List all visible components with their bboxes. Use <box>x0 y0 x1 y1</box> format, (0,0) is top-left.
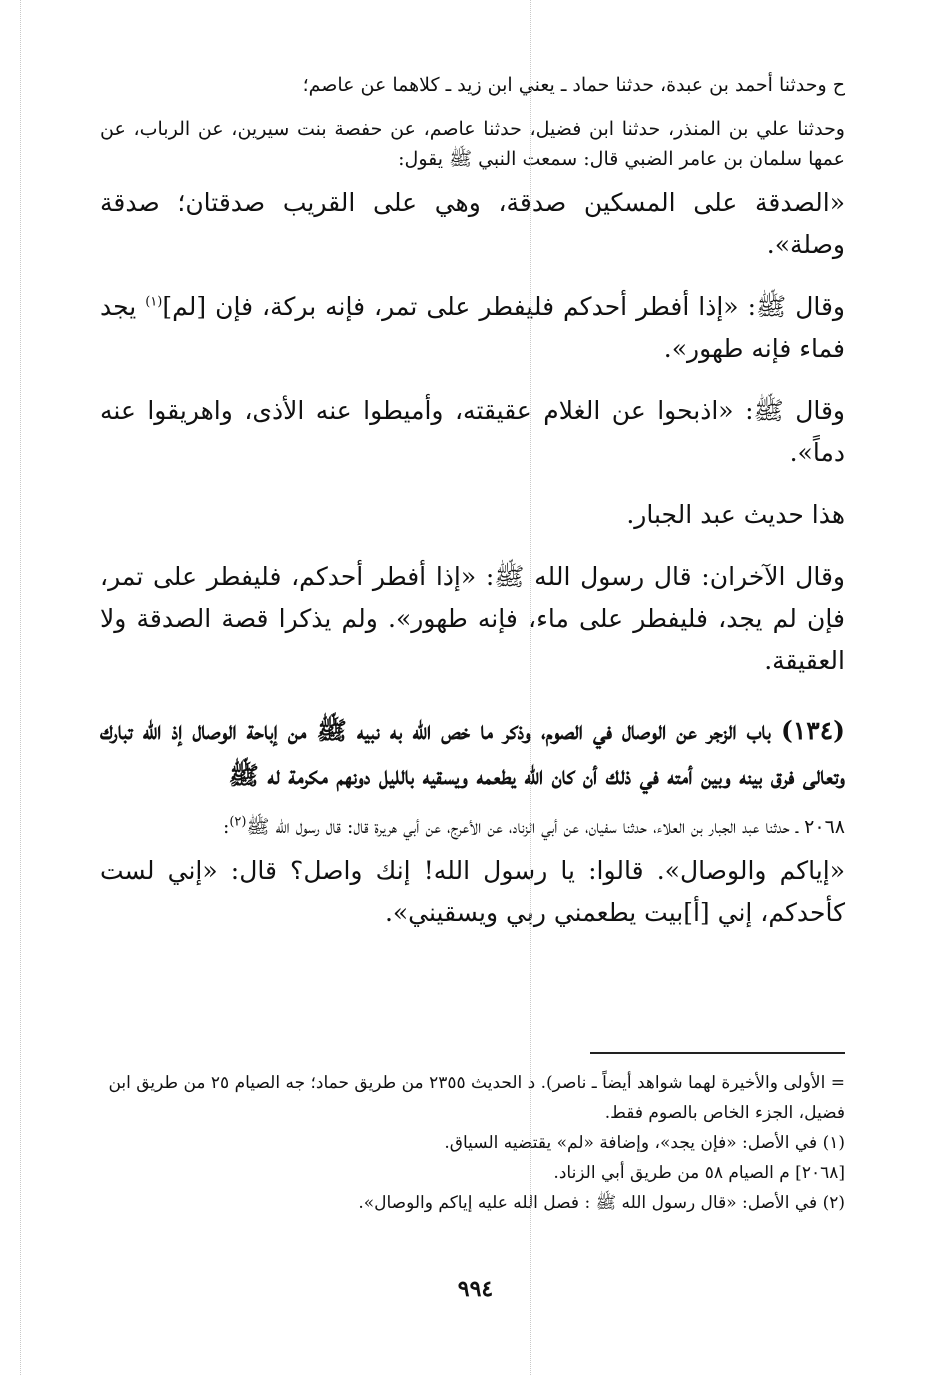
hadith-iftar <box>100 286 845 370</box>
footnote-2: (٢) في الأصل: «قال رسول الله ﷺ : فصل الله عليه إياكم والوصال». <box>358 1193 845 1213</box>
isnad-line-2: وحدثنا علي بن المنذر، حدثنا ابن فضيل، حدثنا عاصم، عن حفصة بنت سيرين، عن الرباب، عن عمها سلمان بن عامر الضبي قال: سمعت النبي ﷺ يقول: <box>100 118 845 170</box>
footnote-1: (١) في الأصل: «فإن يجد»، وإضافة «لم» يقتضيه السياق. <box>444 1133 845 1153</box>
footnote-divider <box>590 1052 845 1054</box>
main-text <box>100 70 845 934</box>
hadith-2068-isnad-end: : <box>222 816 230 838</box>
chapter-heading: (١٣٤) باب الزجر عن الوصال في الصوم، وذكر ما خص الله به نبيه ﷺ من إباحة الوصال إذ الله تبارك وتعالى فرق بينه وبين أمته في ذلك أن كان الله يطعمه ويسقيه بالليل دونهم مكرمة له ﷺ <box>100 716 845 790</box>
hadith-2068-text: «إياكم والوصال». قالوا: يا رسول الله! إنك واصل؟ قال: «إني لست كأحدكم، إني [أ]بيت يطعمني ربي ويسقيني». <box>100 856 845 927</box>
hadith-2068-isnad-text: ٢٠٦٨ ـ حدثنا عبد الجبار بن العلاء، حدثنا سفيان، عن أبي الزناد، عن الأعرج، عن أبي هريرة قال: قال رسول الله ﷺ <box>246 816 845 838</box>
hadith-iftar-text-end: يجد فماء فإنه طهور». <box>100 292 845 363</box>
hadith-aqiqa: وقال ﷺ: «اذبحوا عن الغلام عقيقته، وأميطوا عنه الأذى، واهريقوا عنه دماً». <box>100 396 845 467</box>
footnote-2068-ref: [٢٠٦٨] م الصيام ٥٨ من طريق أبي الزناد. <box>553 1163 845 1183</box>
footnotes <box>100 1068 845 1218</box>
page-number: ٩٩٤ <box>457 1276 494 1302</box>
footnote-marker-2: (٢) <box>229 814 247 830</box>
footnote-marker-1: (١) <box>145 294 163 310</box>
hadith-2068-isnad <box>100 812 845 842</box>
footnote-continuation: = الأولى والأخيرة لهما شواهد أيضاً ـ ناصر). د الحديث ٢٣٥٥ من طريق حماد؛ جه الصيام ٢٥ من طريق ابن فضيل، الجزء الخاص بالصوم فقط. <box>108 1073 845 1123</box>
note-others: وقال الآخران: قال رسول الله ﷺ: «إذا أفطر أحدكم، فليفطر على تمر، فإن لم يجد، فليفطر على ماء، فإنه طهور». ولم يذكرا قصة الصدقة ولا العقيقة. <box>100 562 845 675</box>
hadith-iftar-text: وقال ﷺ: «إذا أفطر أحدكم فليفطر على تمر، فإنه بركة، فإن [لم] <box>162 292 845 321</box>
note-abdjabbar: هذا حديث عبد الجبار. <box>626 500 845 529</box>
hadith-sadaqa: «الصدقة على المسكين صدقة، وهي على القريب صدقتان؛ صدقة وصلة». <box>100 188 845 259</box>
isnad-line-1: ح وحدثنا أحمد بن عبدة، حدثنا حماد ـ يعني ابن زيد ـ كلاهما عن عاصم؛ <box>302 74 845 96</box>
